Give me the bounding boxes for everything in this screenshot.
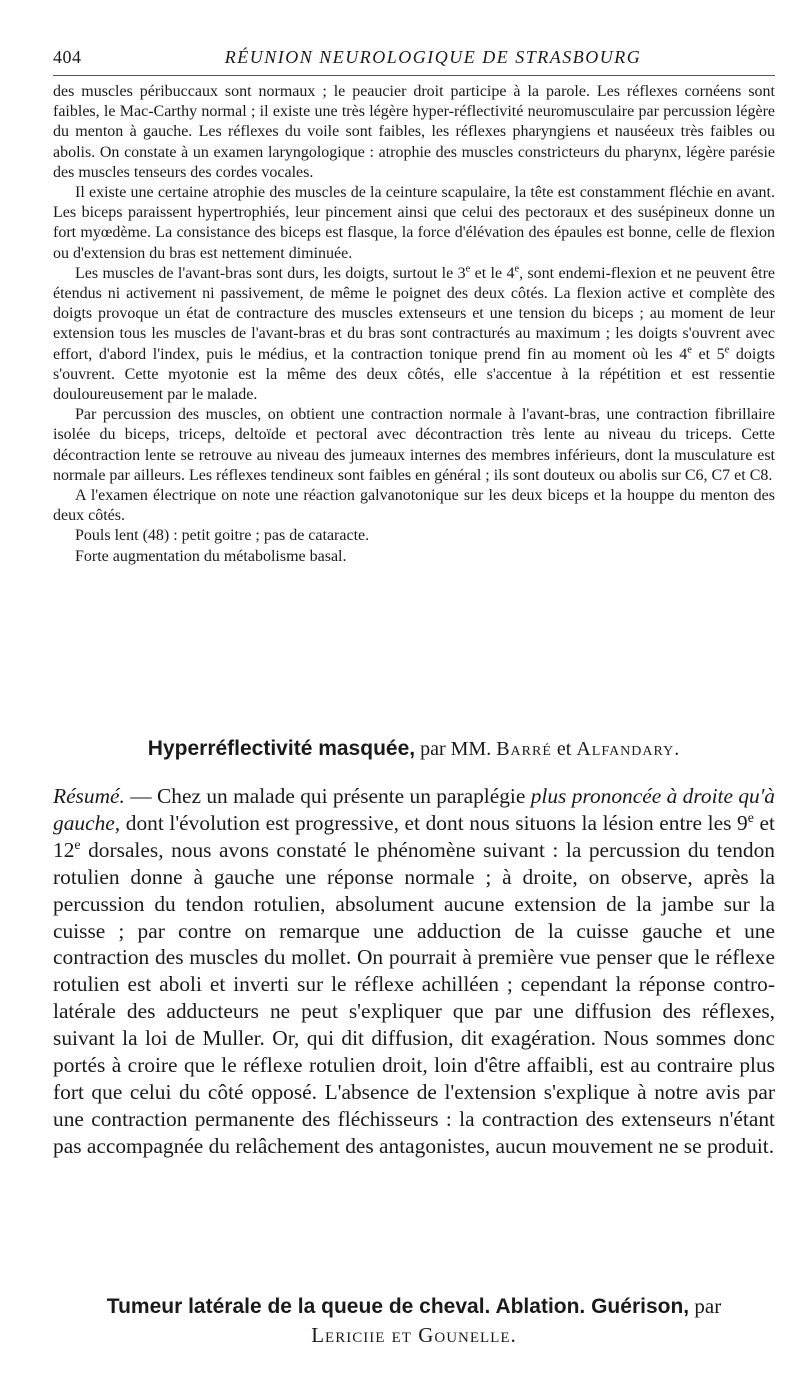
paragraph: Pouls lent (48) : petit goitre ; pas de cataracte. bbox=[75, 527, 370, 545]
paragraph: Les muscles de l'avant-bras sont durs, les doigts, surtout le 3e et le 4e, sont endemi-flexion et ne peuvent être étendus ni activement ni passivement, de même le poignet des deux côtés. La flexion active et complète des doigts provoque un état de contracture des muscles extenseurs et une tension du biceps ; au moment de leur extension tous les muscles de l'avant-bras et du bras sont contracturés au maximum ; les doigts s'ouvrent avec effort, d'abord l'index, puis le médius, et la contraction tonique prend fin au moment où les 4e et 5e doigts s'ouvrent. Cette myotonie est la même des deux côtés, elle s'accentue à la répétition et est ressentie douloureusement par le malade. bbox=[53, 263, 776, 404]
section-title: Hyperréflectivité masquée, par MM. Barré et Alfandary. bbox=[147, 737, 681, 760]
abstract: Résumé. — Chez un malade qui présente un paraplégie plus prononcée à droite qu'à gauche, dont l'évolution est progressive, et dont nous situons la lésion entre les 9e et 12e dorsales, nous avons constaté le phénomène suivant : la percussion du tendon rotulien donne à gauche une réponse normale ; à droite, on observe, après la percussion du tendon rotulien, absolument aucune extension de la jambe sur la cuisse ; par contre on remarque une adduction de la cuisse gauche et une contraction des muscles du mollet. On pourrait à première vue penser que le réflexe rotulien est aboli et inverti sur le réflexe achilléen ; cependant la réponse contro-latérale des adducteurs ne peut s'expliquer que par une diffusion des réflexes, suivant la loi de Muller. Or, qui dit diffusion, dit exagération. Nous sommes donc portés à croire que le réflexe rotulien droit, loin d'être affaibli, est au contraire plus fort que celui du côté opposé. L'absence de l'extension s'explique à notre avis par une contraction permanente des fléchisseurs : la contraction des extenseurs n'étant pas accompagnée du relâchement des antagonistes, aucun mouvement ne se produit. bbox=[53, 784, 775, 1158]
paragraph: Forte augmentation du métabolisme basal. bbox=[75, 547, 347, 565]
paragraph: des muscles péribuccaux sont normaux ; le peaucier droit participe à la parole. Les réflexes cornéens sont faibles, le Mac-Carthy normal ; il existe une très légère hyper-réflectivité neuromusculaire par percussion légère du menton à gauche. Les réflexes du voile sont faibles, les réflexes pharyngiens et nauséeux très faibles ou abolis. On constate à un examen laryngologique : atrophie des muscles constricteurs du pharynx, légère parésie des muscles tenseurs des cordes vocales. bbox=[53, 83, 775, 181]
paragraph: Par percussion des muscles, on obtient une contraction normale à l'avant-bras, une contraction fibrillaire isolée du biceps, triceps, deltoïde et pectoral avec décontraction très lente au niveau du triceps. Cette décontraction lente se retrouve au niveau des jumeaux internes des membres inférieurs, dont la musculature est normale par ailleurs. Les réflexes tendineux sont faibles en général ; ils sont douteux ou abolis sur C6, C7 et C8. bbox=[53, 406, 775, 484]
running-header bbox=[53, 47, 775, 71]
case-report-text bbox=[53, 82, 775, 567]
page-number: 404 bbox=[53, 47, 82, 67]
header-rule bbox=[53, 75, 775, 76]
page bbox=[53, 0, 775, 1393]
paragraph: Il existe une certaine atrophie des muscles de la ceinture scapulaire, la tête est constamment fléchie en avant. Les biceps paraissent hypertrophiés, leur pincement ainsi que celui des pectoraux et des susépineux donne un fort myœdème. La consistance des biceps est flasque, la force d'élévation des épaules est bonne, celle de flexion ou d'extension du bras est nettement diminuée. bbox=[53, 184, 775, 262]
paragraph: A l'examen électrique on note une réaction galvanotonique sur les deux biceps et la houppe du menton des deux côtés. bbox=[53, 487, 775, 525]
running-title: RÉUNION NEUROLOGIQUE DE STRASBOURG bbox=[224, 47, 642, 67]
abstract-label: Résumé. bbox=[53, 784, 125, 808]
next-section-title: Tumeur latérale de la queue de cheval. Ablation. Guérison, par Lericiie et Gounelle. bbox=[106, 1294, 722, 1347]
